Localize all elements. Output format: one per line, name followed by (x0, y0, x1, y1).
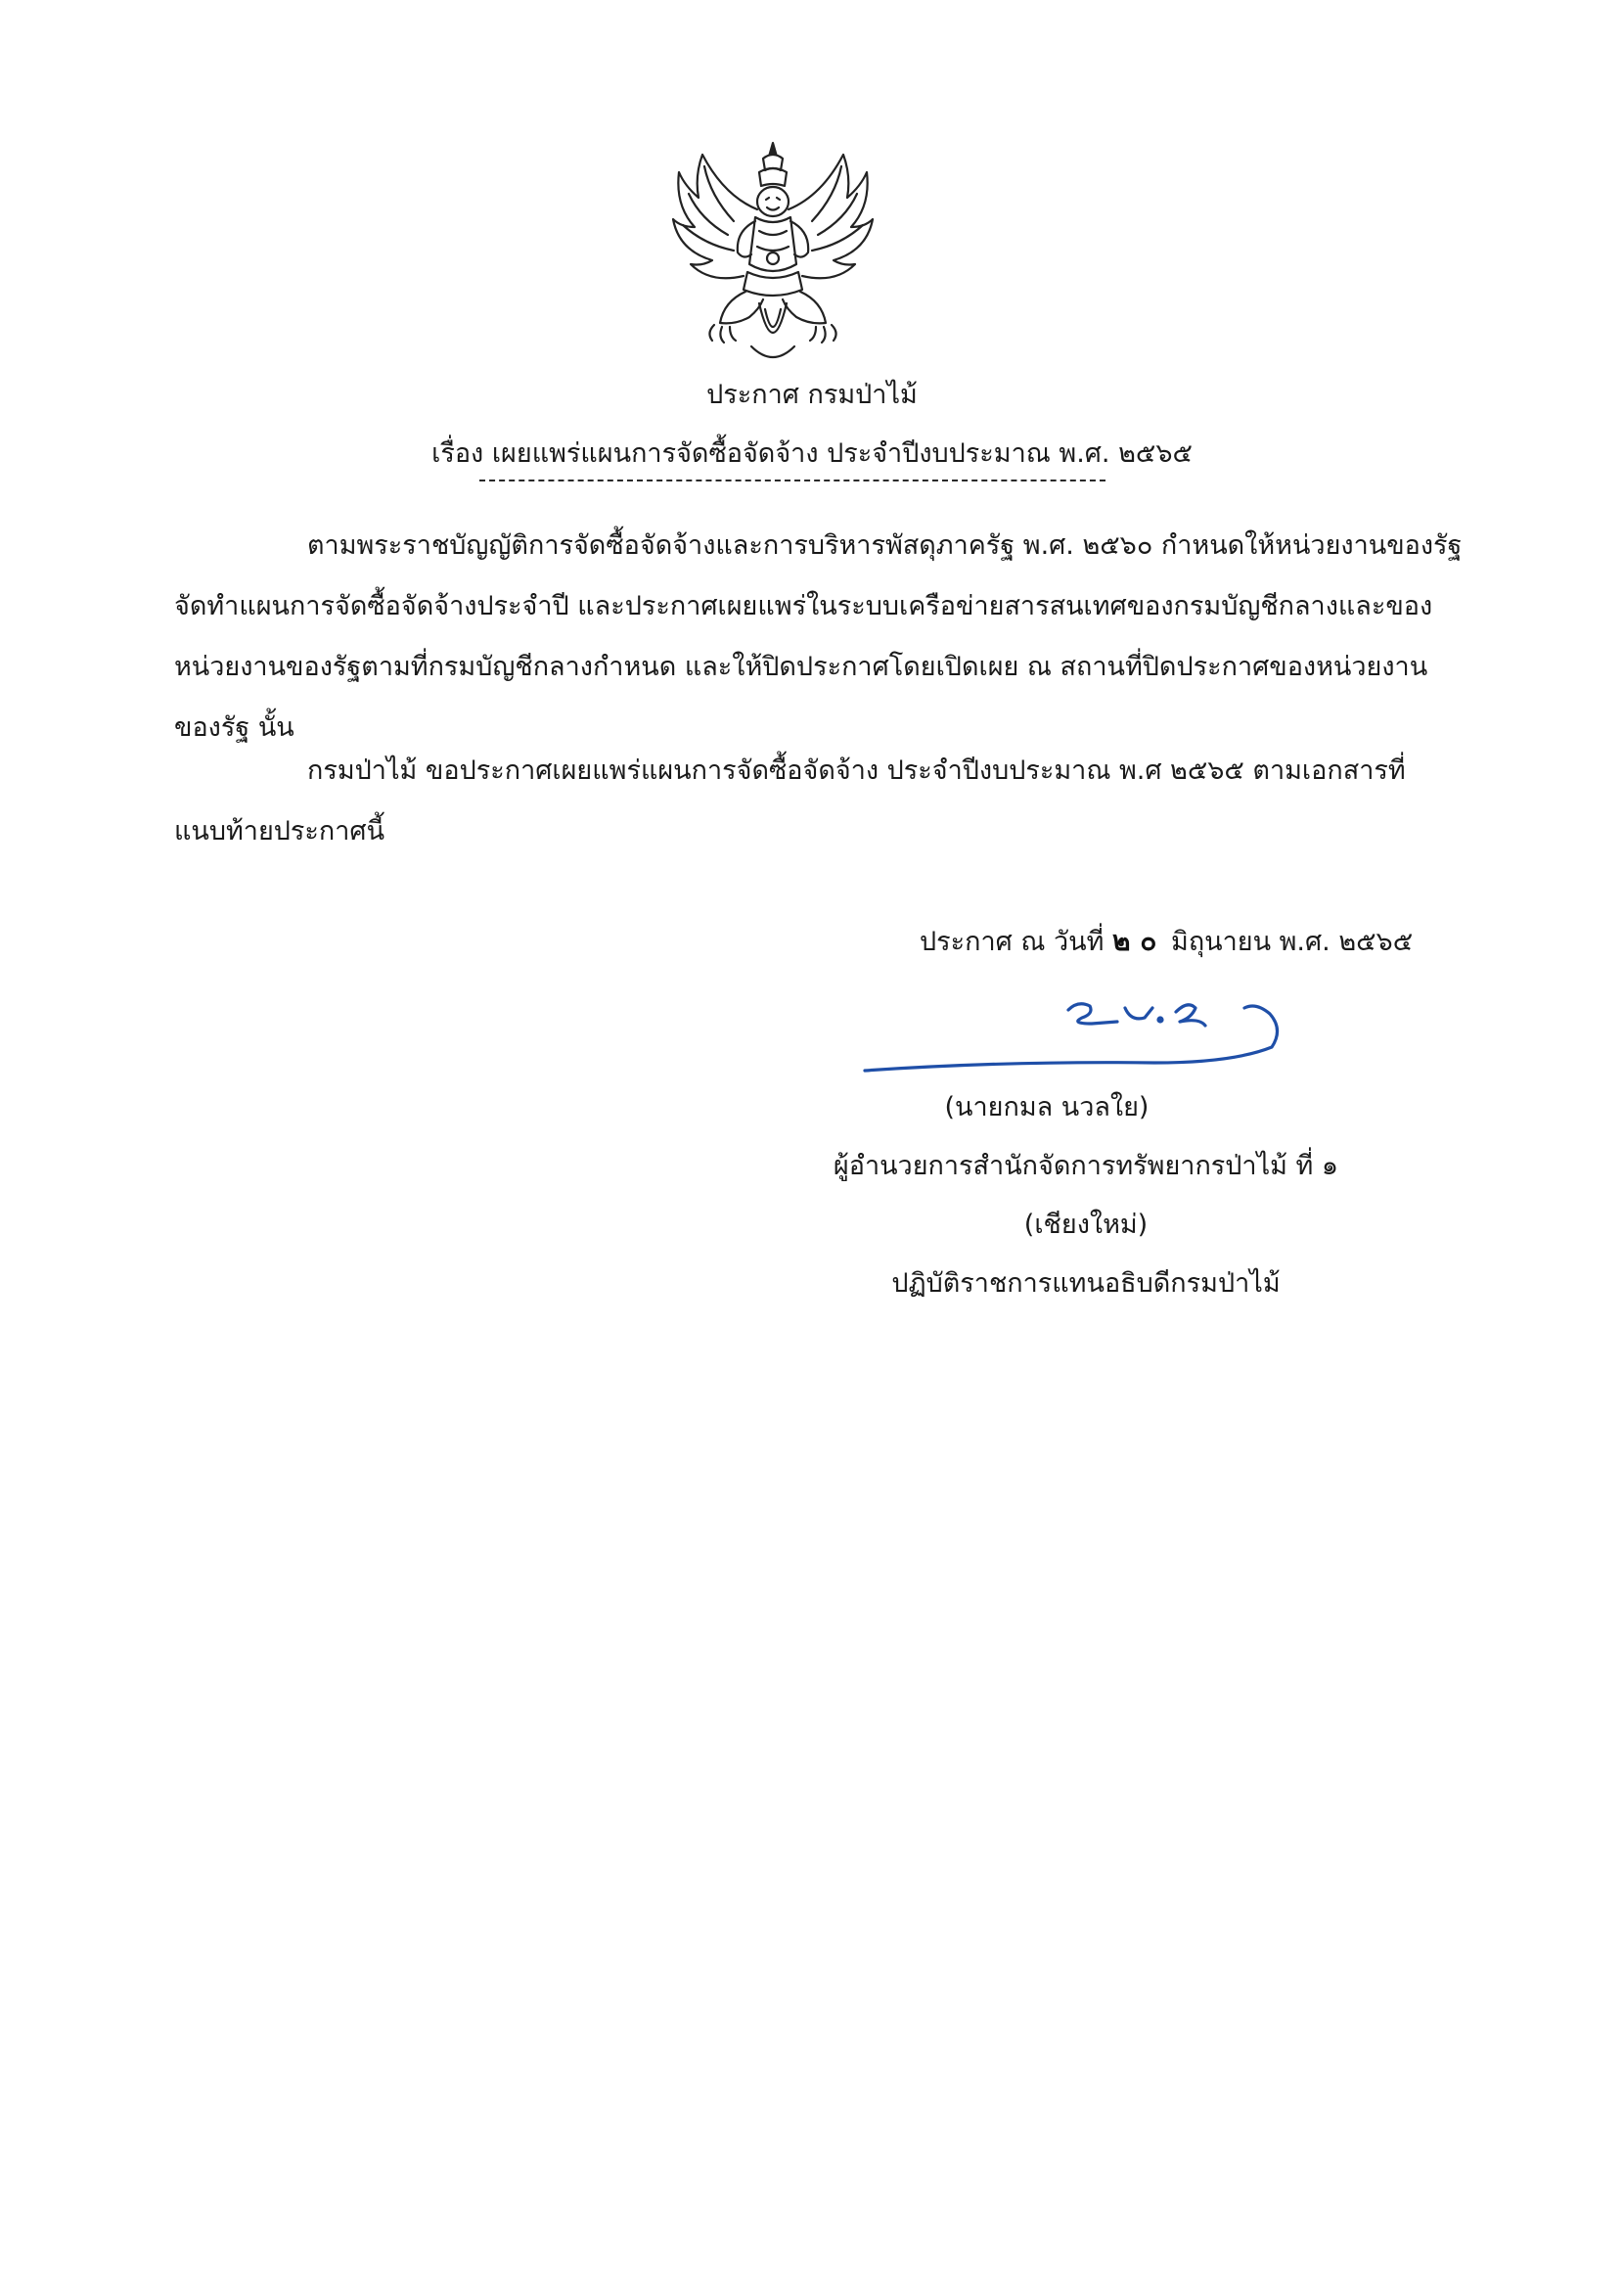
paragraph-line: ตามพระราชบัญญัติการจัดซื้อจัดจ้างและการบริหารพัสดุภาครัฐ พ.ศ. ๒๕๖๐ กำหนดให้หน่วยงานของรัฐ (307, 530, 1463, 561)
paragraph-line: จัดทำแผนการจัดซื้อจัดจ้างประจำปี และประกาศเผยแพร่ในระบบเครือข่ายสารสนเทศของกรมบัญชีกลางและของ (174, 591, 1433, 621)
announcement-title: ประกาศ กรมป่าไม้ (706, 380, 918, 410)
signer-name: (นายกมล นวลใย) (944, 1092, 1150, 1122)
date-prefix: ประกาศ ณ วันที่ (920, 927, 1105, 957)
body-paragraph-2 (174, 752, 1436, 873)
date-day: ๒ ๐ (1112, 925, 1157, 957)
signer-office: (เชียงใหม่) (1023, 1210, 1149, 1240)
signer-acting-role: ปฏิบัติราชการแทนอธิบดีกรมป่าไม้ (891, 1268, 1281, 1299)
date-suffix: มิถุนายน พ.ศ. ๒๕๖๕ (1171, 927, 1414, 957)
garuda-emblem-icon (665, 137, 880, 372)
paragraph-line: กรมป่าไม้ ขอประกาศเผยแพร่แผนการจัดซื้อจัดจ้าง ประจำปีงบประมาณ พ.ศ ๒๕๖๕ ตามเอกสารที่ (307, 755, 1406, 786)
handwritten-signature (861, 979, 1291, 1086)
announcement-subject: เรื่อง เผยแพร่แผนการจัดซื้อจัดจ้าง ประจำปีงบประมาณ พ.ศ. ๒๕๖๕ (431, 438, 1193, 469)
dashed-divider (479, 480, 1105, 481)
paragraph-line: หน่วยงานของรัฐตามที่กรมบัญชีกลางกำหนด และให้ปิดประกาศโดยเปิดเผย ณ สถานที่ปิดประกาศของหน่วยงาน (174, 652, 1428, 682)
paragraph-line: แนบท้ายประกาศนี้ (174, 816, 385, 846)
announcement-date (920, 922, 1413, 962)
signer-position: ผู้อำนวยการสำนักจัดการทรัพยากรป่าไม้ ที่ ๑ (833, 1151, 1339, 1181)
body-paragraph-1 (174, 526, 1463, 769)
paragraph-line: ของรัฐ นั้น (174, 712, 294, 743)
